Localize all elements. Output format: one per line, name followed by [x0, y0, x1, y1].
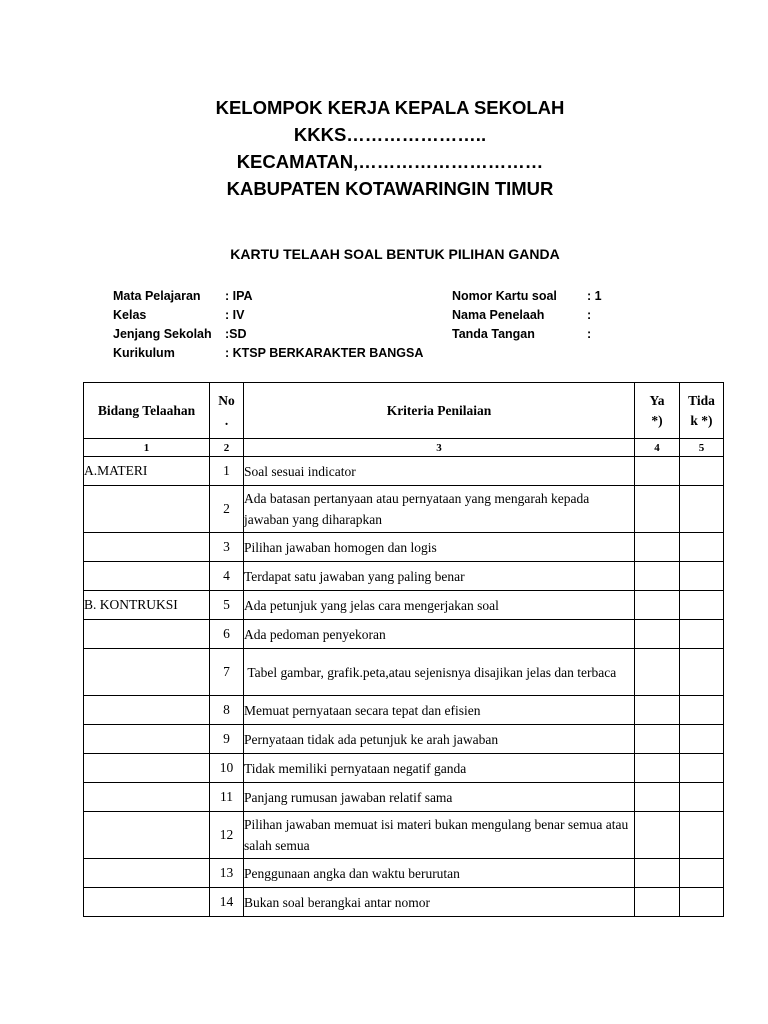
column-number-row: [84, 439, 724, 457]
criteria-cell: Ada batasan pertanyaan atau pernyataan yang mengarah kepada jawaban yang diharapkan: [244, 486, 635, 533]
info-label: Tanda Tangan: [452, 327, 535, 341]
table-row: [84, 888, 724, 917]
number-cell: 4: [210, 562, 244, 591]
field-cell: [84, 812, 210, 859]
info-value: :SD: [225, 327, 247, 341]
yes-checkbox-cell[interactable]: [635, 859, 680, 888]
criteria-cell: Panjang rumusan jawaban relatif sama: [244, 783, 635, 812]
yes-checkbox-cell[interactable]: [635, 486, 680, 533]
no-checkbox-cell[interactable]: [680, 533, 724, 562]
criteria-cell: Pernyataan tidak ada petunjuk ke arah jawaban: [244, 725, 635, 754]
number-cell: 12: [210, 812, 244, 859]
criteria-cell: Ada petunjuk yang jelas cara mengerjakan soal: [244, 591, 635, 620]
yes-checkbox-cell[interactable]: [635, 888, 680, 917]
criteria-cell: Ada pedoman penyekoran: [244, 620, 635, 649]
table-row: [84, 696, 724, 725]
yes-checkbox-cell[interactable]: [635, 783, 680, 812]
yes-checkbox-cell[interactable]: [635, 533, 680, 562]
info-value: : KTSP BERKARAKTER BANGSA: [225, 346, 424, 360]
info-label: Nama Penelaah: [452, 308, 545, 322]
header-line-4: KABUPATEN KOTAWARINGIN TIMUR: [226, 178, 554, 199]
header-yes: Ya *): [635, 383, 680, 439]
info-label: Kelas: [113, 308, 147, 322]
field-cell: [84, 486, 210, 533]
yes-checkbox-cell[interactable]: [635, 649, 680, 696]
header-line-1: KELOMPOK KERJA KEPALA SEKOLAH: [215, 97, 565, 118]
number-cell: 6: [210, 620, 244, 649]
number-cell: 5: [210, 591, 244, 620]
criteria-cell: Bukan soal berangkai antar nomor: [244, 888, 635, 917]
field-cell: [84, 754, 210, 783]
yes-checkbox-cell[interactable]: [635, 725, 680, 754]
info-label: Mata Pelajaran: [113, 289, 201, 303]
document-subtitle: KARTU TELAAH SOAL BENTUK PILIHAN GANDA: [230, 246, 560, 262]
field-cell: [84, 783, 210, 812]
criteria-cell: Penggunaan angka dan waktu berurutan: [244, 859, 635, 888]
no-checkbox-cell[interactable]: [680, 591, 724, 620]
no-checkbox-cell[interactable]: [680, 696, 724, 725]
column-number: 4: [635, 439, 680, 457]
no-checkbox-cell[interactable]: [680, 649, 724, 696]
number-cell: 13: [210, 859, 244, 888]
info-row: [113, 327, 443, 346]
column-number: 5: [680, 439, 724, 457]
number-cell: 14: [210, 888, 244, 917]
info-value: :: [587, 327, 592, 341]
no-checkbox-cell[interactable]: [680, 754, 724, 783]
table-row: [84, 859, 724, 888]
yes-checkbox-cell[interactable]: [635, 754, 680, 783]
yes-checkbox-cell[interactable]: [635, 696, 680, 725]
no-checkbox-cell[interactable]: [680, 620, 724, 649]
info-label: Jenjang Sekolah: [113, 327, 212, 341]
info-row: [452, 308, 652, 327]
info-row: [113, 346, 443, 365]
info-value: : IPA: [225, 289, 253, 303]
table-row: [84, 812, 724, 859]
field-cell: [84, 533, 210, 562]
no-checkbox-cell[interactable]: [680, 457, 724, 486]
field-cell: [84, 649, 210, 696]
info-row: [452, 289, 652, 308]
field-cell: B. KONTRUKSI: [84, 591, 210, 620]
column-number: 2: [210, 439, 244, 457]
table-row: [84, 725, 724, 754]
info-right: [452, 289, 652, 346]
no-checkbox-cell[interactable]: [680, 859, 724, 888]
header-line-2: KKKS…………………..: [293, 124, 487, 145]
no-checkbox-cell[interactable]: [680, 562, 724, 591]
review-table: [83, 382, 724, 917]
number-cell: 2: [210, 486, 244, 533]
info-label: Kurikulum: [113, 346, 175, 360]
number-cell: 8: [210, 696, 244, 725]
criteria-cell: Terdapat satu jawaban yang paling benar: [244, 562, 635, 591]
column-number: 3: [244, 439, 635, 457]
no-checkbox-cell[interactable]: [680, 812, 724, 859]
header-no-answer: Tida k *): [680, 383, 724, 439]
yes-checkbox-cell[interactable]: [635, 591, 680, 620]
criteria-cell: Pilihan jawaban homogen dan logis: [244, 533, 635, 562]
table-row: [84, 620, 724, 649]
no-checkbox-cell[interactable]: [680, 725, 724, 754]
table-row: [84, 562, 724, 591]
info-label: Nomor Kartu soal: [452, 289, 557, 303]
info-row: [113, 308, 443, 327]
number-cell: 11: [210, 783, 244, 812]
field-cell: [84, 725, 210, 754]
table-row: [84, 533, 724, 562]
yes-checkbox-cell[interactable]: [635, 457, 680, 486]
criteria-cell: Tabel gambar, grafik.peta,atau sejenisnya disajikan jelas dan terbaca: [244, 649, 635, 696]
table-row: [84, 486, 724, 533]
info-value: : IV: [225, 308, 245, 322]
no-checkbox-cell[interactable]: [680, 486, 724, 533]
header-field: Bidang Telaahan: [84, 383, 210, 439]
number-cell: 3: [210, 533, 244, 562]
field-cell: [84, 620, 210, 649]
number-cell: 9: [210, 725, 244, 754]
table-row: [84, 457, 724, 486]
criteria-cell: Tidak memiliki pernyataan negatif ganda: [244, 754, 635, 783]
table-row: [84, 591, 724, 620]
field-cell: A.MATERI: [84, 457, 210, 486]
number-cell: 7: [210, 649, 244, 696]
info-row: [113, 289, 443, 308]
table-row: [84, 783, 724, 812]
info-value: : 1: [587, 289, 602, 303]
no-checkbox-cell[interactable]: [680, 783, 724, 812]
yes-checkbox-cell[interactable]: [635, 562, 680, 591]
number-cell: 10: [210, 754, 244, 783]
yes-checkbox-cell[interactable]: [635, 812, 680, 859]
info-left: [113, 289, 443, 365]
header-criteria: Kriteria Penilaian: [244, 383, 635, 439]
table-row: [84, 754, 724, 783]
number-cell: 1: [210, 457, 244, 486]
field-cell: [84, 888, 210, 917]
table-row: [84, 649, 724, 696]
table-header-row: [84, 383, 724, 439]
field-cell: [84, 696, 210, 725]
yes-checkbox-cell[interactable]: [635, 620, 680, 649]
document-header: [0, 94, 768, 202]
field-cell: [84, 859, 210, 888]
info-value: :: [587, 308, 592, 322]
criteria-cell: Memuat pernyataan secara tepat dan efisien: [244, 696, 635, 725]
no-checkbox-cell[interactable]: [680, 888, 724, 917]
info-row: [452, 327, 652, 346]
header-line-3: KECAMATAN,…………………………: [236, 151, 544, 172]
header-no: No .: [210, 383, 244, 439]
criteria-cell: Soal sesuai indicator: [244, 457, 635, 486]
criteria-cell: Pilihan jawaban memuat isi materi bukan mengulang benar semua atau salah semua: [244, 812, 635, 859]
column-number: 1: [84, 439, 210, 457]
field-cell: [84, 562, 210, 591]
